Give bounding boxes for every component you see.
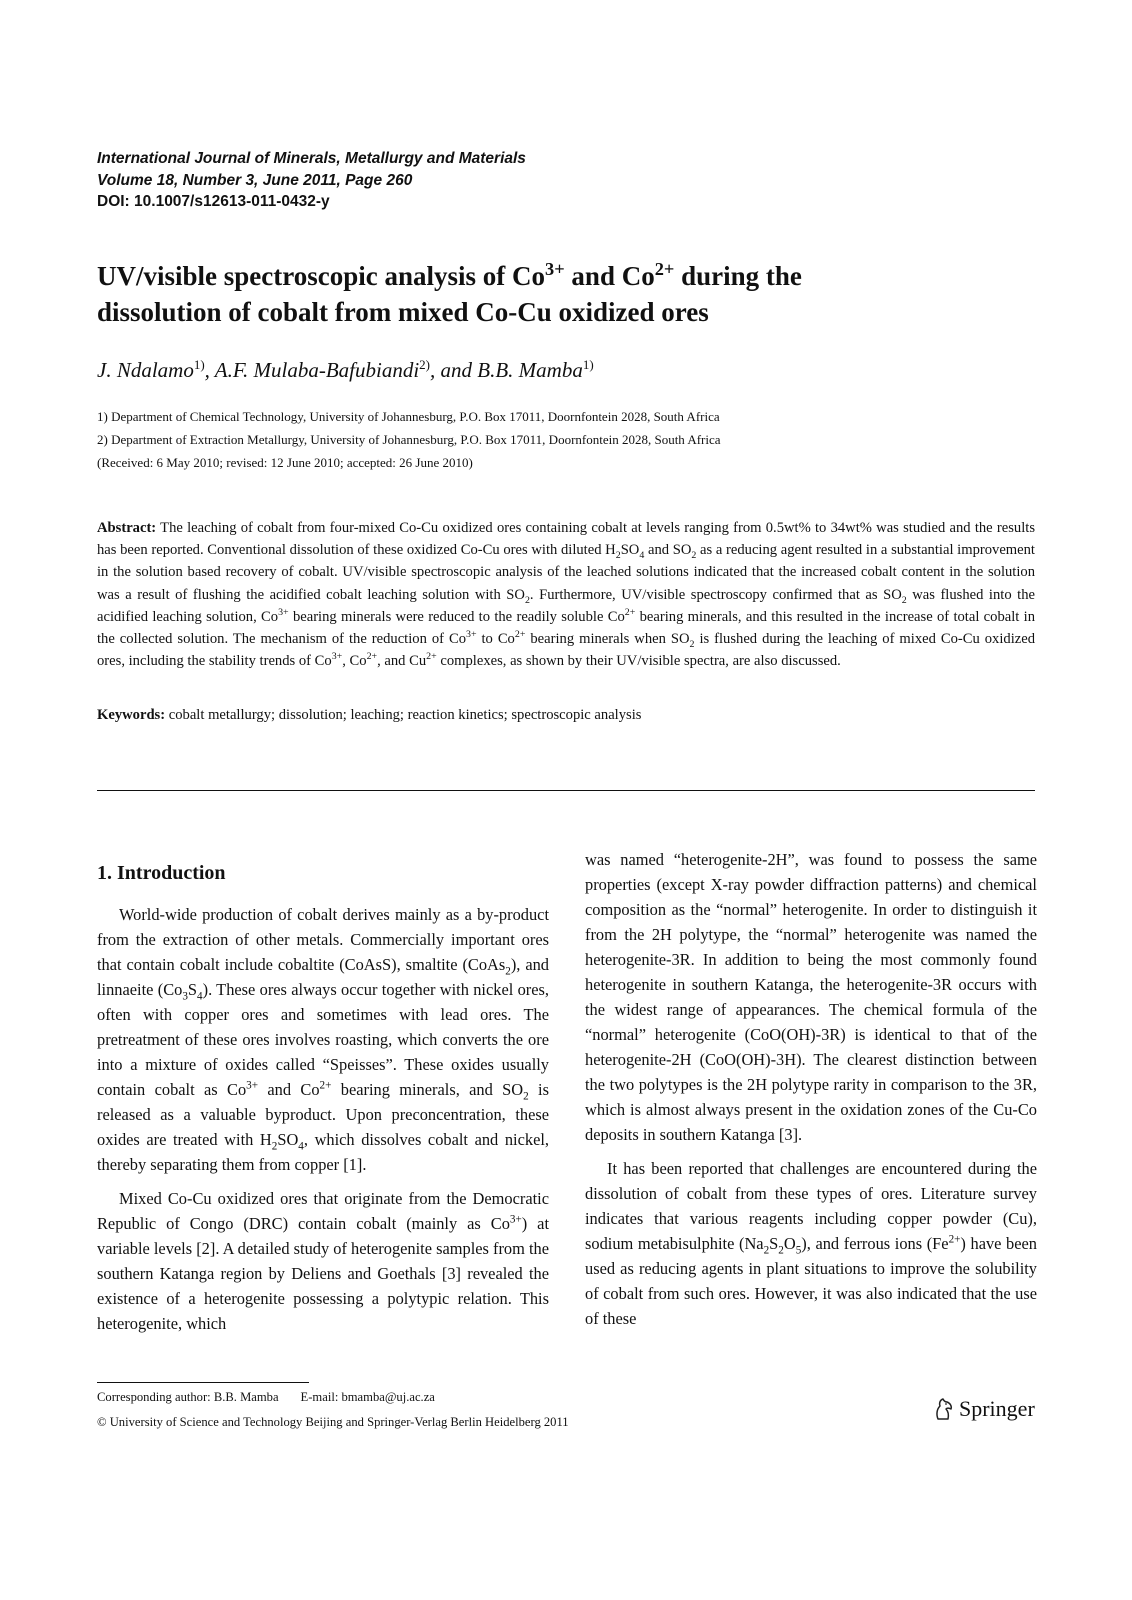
abstract-label: Abstract: [97, 520, 157, 536]
journal-doi: DOI: 10.1007/s12613-011-0432-y [97, 193, 330, 210]
intro-paragraph-3: It has been reported that challenges are encountered during the dissolution of cobalt from these types of ores. Literature survey indicates that various reagents including copper powder (Cu), sodium metabisulphite $(Na_2S_2O_5)$, and ferrous ions $(Fe^{2+})$ have been used as reducing agents in plant situations to improve the solubility of cobalt from such ores. However, it was also indicated that the use of these [585, 1159, 1037, 1328]
copyright-note: © University of Science and Technology Beijing and Springer-Verlag Berlin Heidelberg 2011 [97, 1415, 569, 1429]
publisher-logo [932, 1396, 1035, 1422]
affiliations [97, 405, 997, 474]
abstract: Abstract: The leaching of cobalt from four-mixed Co-Cu oxidized ores containing cobalt at levels ranging from 0.5wt% to 34wt% was studied and the results has been reported. Conventional dissolution of these oxidized Co-Cu ores with diluted $H_2SO_4$ and $SO_2$ as a reducing agent resulted in a substantial improvement in the solution based recovery of cobalt. UV/visible spectroscopic analysis of the leached solutions indicated that the increased cobalt content in the solution was a result of flushing the acidified cobalt leaching solution with $SO_2$. Furthermore, UV/visible spectroscopy confirmed that as $SO_2$ was flushed into the acidified leaching solution, $Co^{3+}$ bearing minerals were reduced to the readily soluble $Co^{2+}$ bearing minerals, and this resulted in the increase of total cobalt in the collected solution. The mechanism of the reduction of $Co^{3+}$ to $Co^{2+}$ bearing minerals when $SO_2$ is flushed during the leaching of mixed Co-Cu oxidized ores, including the stability trends of $Co^{3+}$, $Co^{2+}$, and $Cu^{2+}$ complexes, as shown by their UV/visible spectra, are also discussed. [97, 520, 1035, 670]
section-heading-introduction: 1. Introduction [97, 862, 226, 884]
intro-paragraph-2-continued: was named “heterogenite-2H”, was found to possess the same properties (except X-ray powder diffraction patterns) and chemical composition as the “normal” heterogenite. In order to distinguish it from the 2H polytype, the “normal” heterogenite was named the heterogenite-3R. In addition to being the most commonly found heterogenite in southern Katanga, the heterogenite-3R occurs with the widest range of appearances. The chemical formula of the “normal” heterogenite (CoO(OH)-3R) is identical to that of the heterogenite-2H (CoO(OH)-3H). The clearest distinction between the two polytypes is the 2H polytype rarity in comparison to the 3R, which is almost always present in the oxidation zones of the Cu-Co deposits in southern Katanga [3]. [585, 850, 1037, 1144]
keywords-label: Keywords: [97, 707, 166, 723]
author-email: E-mail: bmamba@uj.ac.za [300, 1390, 435, 1404]
journal-name: International Journal of Minerals, Metallurgy and Materials [97, 150, 526, 167]
affiliation-2: 2) Department of Extraction Metallurgy, University of Johannesburg, P.O. Box 17011, Doornfontein 2028, South Africa [97, 432, 721, 447]
journal-volume: Volume 18, Number 3, June 2011, Page 260 [97, 171, 413, 189]
author-3: B.B. Mamba [477, 358, 583, 382]
section-divider [97, 790, 1035, 791]
column-right [585, 847, 1037, 1340]
column-left [97, 860, 549, 1345]
footnote-rule [97, 1382, 309, 1383]
intro-paragraph-1: World-wide production of cobalt derives mainly as a by-product from the extraction of other metals. Commercially important ores that contain cobalt include cobaltite (CoAsS), smaltite (CoAs$_2$), and linnaeite $(Co_3S_4)$. These ores always occur together with nickel ores, often with copper ores and sometimes with lead ores. The pretreatment of these ores involves roasting, which converts the ore into a mixture of oxides called “Speisses”. These oxides usually contain cobalt as $Co^{3+}$ and $Co^{2+}$ bearing minerals, and $SO_2$ is released as a valuable byproduct. Upon preconcentration, these oxides are treated with $H_2SO_4$, which dissolves cobalt and nickel, thereby separating them from copper [1]. [97, 905, 549, 1174]
keywords: Keywords: cobalt metallurgy; dissolution; leaching; reaction kinetics; spectroscopic analysis [97, 707, 642, 723]
intro-paragraph-2: Mixed Co-Cu oxidized ores that originate from the Democratic Republic of Congo (DRC) contain cobalt (mainly as $Co^{3+}$) at variable levels [2]. A detailed study of heterogenite samples from the southern Katanga region by Deliens and Goethals [3] revealed the existence of a heterogenite possessing a polytypic relation. This heterogenite, which [97, 1189, 549, 1333]
author-2: A.F. Mulaba-Bafubiandi [214, 358, 420, 382]
author-1: J. Ndalamo [97, 358, 194, 382]
affiliation-1: 1) Department of Chemical Technology, University of Johannesburg, P.O. Box 17011, Doornfontein 2028, South Africa [97, 409, 720, 424]
springer-horse-icon [932, 1397, 954, 1421]
received-dates: (Received: 6 May 2010; revised: 12 June 2010; accepted: 26 June 2010) [97, 455, 473, 470]
author-list: J. Ndalamo$^{1)}$, A.F. Mulaba-Bafubiandi$^{2)}$, and B.B. Mamba$^{1)}$ [97, 357, 594, 382]
journal-header [97, 148, 897, 213]
corresponding-author-note: Corresponding author: B.B. Mamba E-mail: bmamba@uj.ac.za [97, 1390, 435, 1404]
paper-title: UV/visible spectroscopic analysis of $Co^{3+}$ and $Co^{2+}$ during the dissolution of cobalt from mixed Co-Cu oxidized ores [97, 259, 802, 327]
publisher-name: Springer [959, 1396, 1035, 1421]
